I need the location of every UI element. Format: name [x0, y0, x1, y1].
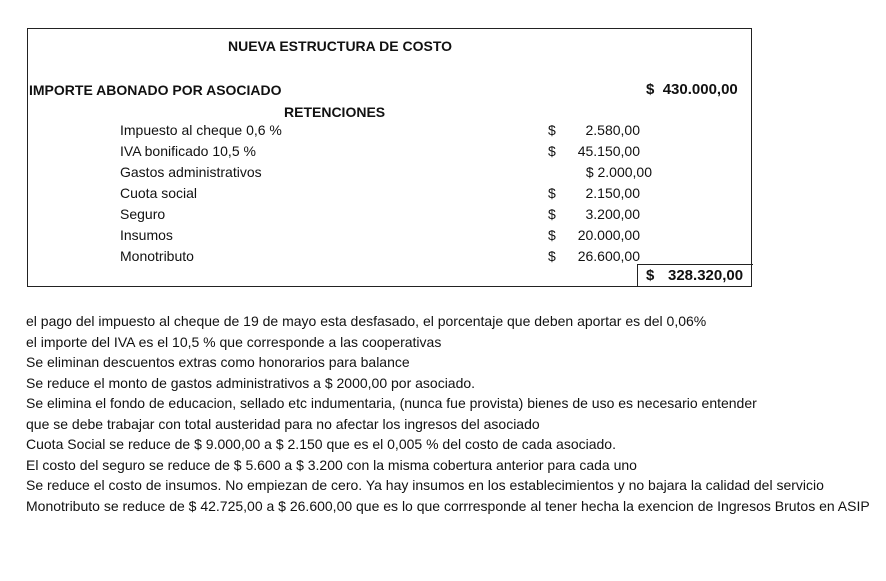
note-line: Cuota Social se reduce de $ 9.000,00 a $ 2.150 que es el 0,005 % del costo de cada asociado.: [26, 436, 616, 452]
note-line: el importe del IVA es el 10,5 % que corresponde a las cooperativas: [26, 333, 442, 350]
importe-label: IMPORTE ABONADO POR ASOCIADO: [29, 82, 282, 98]
retencion-label: Gastos administrativos: [120, 164, 262, 180]
total-cell: [637, 264, 753, 287]
note-line: Se elimina el fondo de educacion, sellado etc indumentaria, (nunca fue provista) bienes de uso es necesario entender: [26, 395, 757, 411]
note-line: El costo del seguro se reduce de $ 5.600 a $ 3.200 con la misma cobertura anterior para cada uno: [26, 456, 637, 473]
retencion-amount: 20.000,00: [577, 227, 640, 243]
cost-structure-table: [27, 28, 752, 287]
retencion-amount: 45.150,00: [577, 143, 640, 159]
retencion-label: Impuesto al cheque 0,6 %: [120, 122, 282, 138]
retencion-amount: 26.600,00: [577, 248, 640, 264]
retencion-currency: $: [548, 227, 556, 243]
importe-currency: $: [646, 81, 655, 98]
retencion-row: [120, 227, 640, 247]
retencion-row: [120, 143, 640, 163]
retencion-label: Monotributo: [120, 248, 194, 264]
retencion-currency: $: [548, 143, 556, 159]
retencion-label: Seguro: [120, 206, 166, 222]
retencion-row: [120, 122, 640, 142]
table-title: NUEVA ESTRUCTURA DE COSTO: [228, 38, 453, 54]
retencion-currency: $: [548, 122, 556, 138]
retenciones-title: RETENCIONES: [284, 104, 386, 120]
importe-value: [646, 81, 738, 98]
note-line: Se reduce el monto de gastos administrativos a $ 2000,00 por asociado.: [26, 374, 476, 391]
retencion-amount: 2.150,00: [585, 185, 640, 201]
retencion-currency: $: [548, 185, 556, 201]
note-line: Monotributo se reduce de $ 42.725,00 a $ 26.600,00 que es lo que corrresponde al tener hecha la exencion de Ingresos Brutos en ASIP: [26, 497, 870, 514]
retencion-label: IVA bonificado 10,5 %: [120, 143, 256, 159]
retencion-currency: $: [548, 206, 556, 222]
retencion-row: [120, 206, 640, 226]
notes-section: [26, 311, 876, 516]
total-value: 328.320,00: [668, 267, 744, 284]
total-currency: $: [646, 267, 655, 284]
note-line: Se reduce el costo de insumos. No empiezan de cero. Ya hay insumos en los establecimientos y no bajara la calidad del servicio: [26, 477, 824, 493]
note-line: el pago del impuesto al cheque de 19 de mayo esta desfasado, el porcentaje que deben aportar es del 0,06%: [26, 313, 707, 329]
retencion-row: [120, 248, 640, 268]
retencion-row: [120, 164, 652, 184]
retencion-currency: $: [548, 248, 556, 264]
retencion-label: Cuota social: [120, 185, 198, 201]
importe-amount: 430.000,00: [662, 81, 738, 98]
retencion-amount: 3.200,00: [585, 206, 640, 222]
retencion-amount: $ 2.000,00: [585, 164, 652, 180]
note-line: Se eliminan descuentos extras como honorarios para balance: [26, 354, 410, 370]
retencion-row: [120, 185, 640, 205]
retencion-label: Insumos: [120, 227, 173, 243]
retencion-amount: 2.580,00: [585, 122, 640, 138]
note-line: que se debe trabajar con total austeridad para no afectar los ingresos del asociado: [26, 415, 540, 432]
